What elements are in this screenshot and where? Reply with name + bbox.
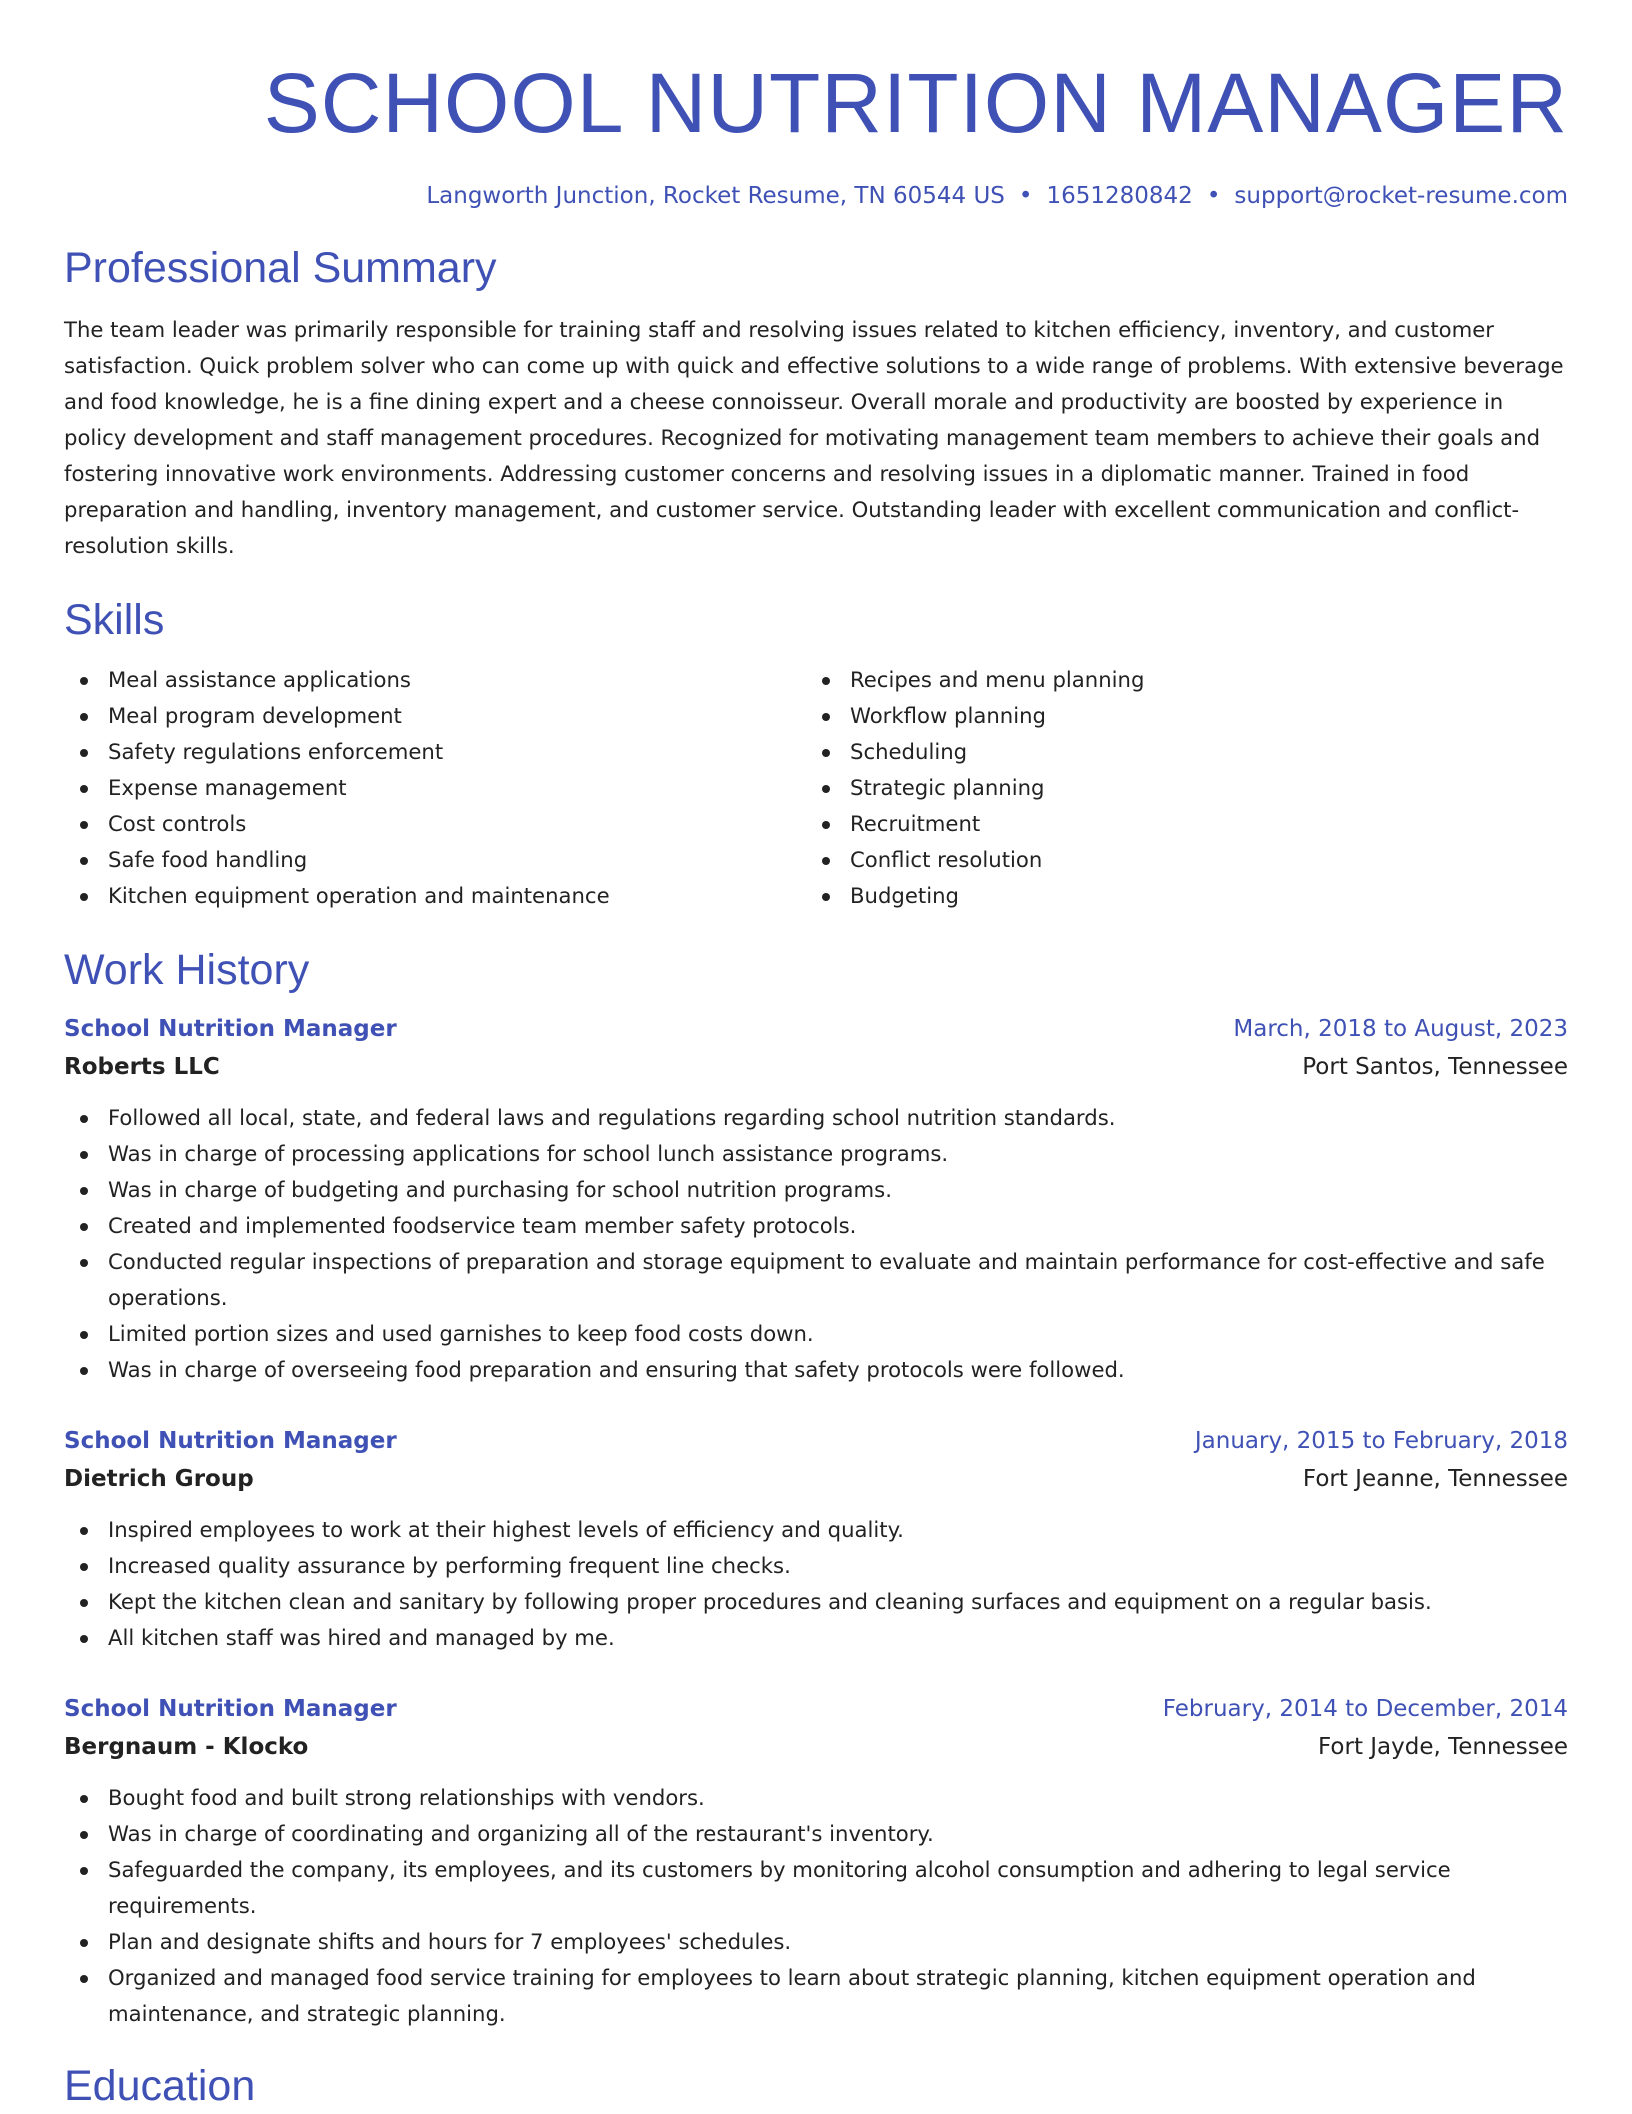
skill-item: Conflict resolution bbox=[806, 842, 1144, 878]
skill-item: Kitchen equipment operation and maintenance bbox=[64, 878, 806, 914]
job-title-row bbox=[64, 1422, 1568, 1460]
job-location: Port Santos, Tennessee bbox=[1302, 1054, 1568, 1080]
job-duties bbox=[64, 1512, 1568, 1656]
duty-item: Was in charge of overseeing food preparation and ensuring that safety protocols were followed. bbox=[64, 1352, 1568, 1388]
duty-item: Conducted regular inspections of preparation and storage equipment to evaluate and maintain performance for cost-effective and safe operations. bbox=[64, 1244, 1568, 1316]
job-company-row bbox=[64, 1728, 1568, 1766]
skills-column-right bbox=[806, 662, 1144, 914]
contact-address: Langworth Junction, Rocket Resume, TN 60544 US bbox=[426, 183, 1005, 209]
skill-item: Cost controls bbox=[64, 806, 806, 842]
duty-item: Increased quality assurance by performing frequent line checks. bbox=[64, 1548, 1568, 1584]
summary-text: The team leader was primarily responsible for training staff and resolving issues related to kitchen efficiency, inventory, and customer satisfaction. Quick problem solver who can come up with quick and effective solutions to a wide range of problems. With extensive beverage and food knowledge, he is a fine dining expert and a cheese connoisseur. Overall morale and productivity are boosted by experience in policy development and staff management procedures. Recognized for motivating management team members to achieve their goals and fostering innovative work environments. Addressing customer concerns and resolving issues in a diplomatic manner. Trained in food preparation and handling, inventory management, and customer service. Outstanding leader with excellent communication and conflict-resolution skills. bbox=[64, 317, 1564, 558]
job-company: Bergnaum - Klocko bbox=[64, 1734, 309, 1760]
job-duties bbox=[64, 1100, 1568, 1388]
job-title-row bbox=[64, 1010, 1568, 1048]
duty-item: Plan and designate shifts and hours for 7 employees' schedules. bbox=[64, 1924, 1568, 1960]
duty-item: Safeguarded the company, its employees, and its customers by monitoring alcohol consumption and adhering to legal service requirements. bbox=[64, 1852, 1568, 1924]
duty-item: Kept the kitchen clean and sanitary by following proper procedures and cleaning surfaces and equipment on a regular basis. bbox=[64, 1584, 1568, 1620]
job-company-row bbox=[64, 1048, 1568, 1086]
skills-heading: Skills bbox=[64, 596, 165, 644]
resume-header bbox=[64, 0, 1568, 212]
skill-item: Expense management bbox=[64, 770, 806, 806]
skill-item: Safety regulations enforcement bbox=[64, 734, 806, 770]
duty-item: Created and implemented foodservice team member safety protocols. bbox=[64, 1208, 1568, 1244]
duty-item: All kitchen staff was hired and managed by me. bbox=[64, 1620, 1568, 1656]
skill-item: Safe food handling bbox=[64, 842, 806, 878]
job-company: Dietrich Group bbox=[64, 1466, 254, 1492]
skill-item: Recruitment bbox=[806, 806, 1144, 842]
duty-item: Followed all local, state, and federal laws and regulations regarding school nutrition standards. bbox=[64, 1100, 1568, 1136]
skill-item: Meal program development bbox=[64, 698, 806, 734]
job-entry bbox=[64, 1690, 1568, 2032]
job-dates: March, 2018 to August, 2023 bbox=[1233, 1016, 1568, 1042]
skill-item: Recipes and menu planning bbox=[806, 662, 1144, 698]
skills-column-left bbox=[64, 662, 806, 914]
duty-item: Was in charge of coordinating and organizing all of the restaurant's inventory. bbox=[64, 1816, 1568, 1852]
duty-item: Bought food and built strong relationships with vendors. bbox=[64, 1780, 1568, 1816]
job-location: Fort Jayde, Tennessee bbox=[1318, 1734, 1568, 1760]
resume-page bbox=[64, 0, 1568, 2114]
contact-line bbox=[64, 180, 1568, 212]
job-dates: February, 2014 to December, 2014 bbox=[1162, 1696, 1568, 1722]
candidate-name: SCHOOL NUTRITION MANAGER bbox=[263, 56, 1568, 150]
job-title: School Nutrition Manager bbox=[64, 1696, 397, 1722]
job-title: School Nutrition Manager bbox=[64, 1428, 397, 1454]
job-company: Roberts LLC bbox=[64, 1054, 220, 1080]
skill-item: Strategic planning bbox=[806, 770, 1144, 806]
summary-heading: Professional Summary bbox=[64, 244, 497, 292]
job-location: Fort Jeanne, Tennessee bbox=[1302, 1466, 1568, 1492]
job-entry bbox=[64, 1422, 1568, 1656]
job-entry bbox=[64, 1010, 1568, 1388]
contact-separator: • bbox=[1206, 183, 1221, 209]
job-dates: January, 2015 to February, 2018 bbox=[1194, 1428, 1568, 1454]
duty-item: Was in charge of budgeting and purchasing for school nutrition programs. bbox=[64, 1172, 1568, 1208]
job-duties bbox=[64, 1780, 1568, 2032]
duty-item: Limited portion sizes and used garnishes to keep food costs down. bbox=[64, 1316, 1568, 1352]
contact-phone: 1651280842 bbox=[1046, 183, 1193, 209]
duty-item: Inspired employees to work at their highest levels of efficiency and quality. bbox=[64, 1512, 1568, 1548]
skills-list bbox=[64, 662, 1568, 914]
skill-item: Budgeting bbox=[806, 878, 1144, 914]
education-heading: Education bbox=[64, 2062, 256, 2110]
skill-item: Scheduling bbox=[806, 734, 1144, 770]
job-title-row bbox=[64, 1690, 1568, 1728]
job-company-row bbox=[64, 1460, 1568, 1498]
duty-item: Organized and managed food service training for employees to learn about strategic planning, kitchen equipment operation and maintenance, and strategic planning. bbox=[64, 1960, 1568, 2032]
contact-email: support@rocket-resume.com bbox=[1234, 183, 1568, 209]
job-title: School Nutrition Manager bbox=[64, 1016, 397, 1042]
duty-item: Was in charge of processing applications for school lunch assistance programs. bbox=[64, 1136, 1568, 1172]
skill-item: Workflow planning bbox=[806, 698, 1144, 734]
contact-separator: • bbox=[1018, 183, 1033, 209]
skill-item: Meal assistance applications bbox=[64, 662, 806, 698]
work-history-heading: Work History bbox=[64, 946, 310, 994]
